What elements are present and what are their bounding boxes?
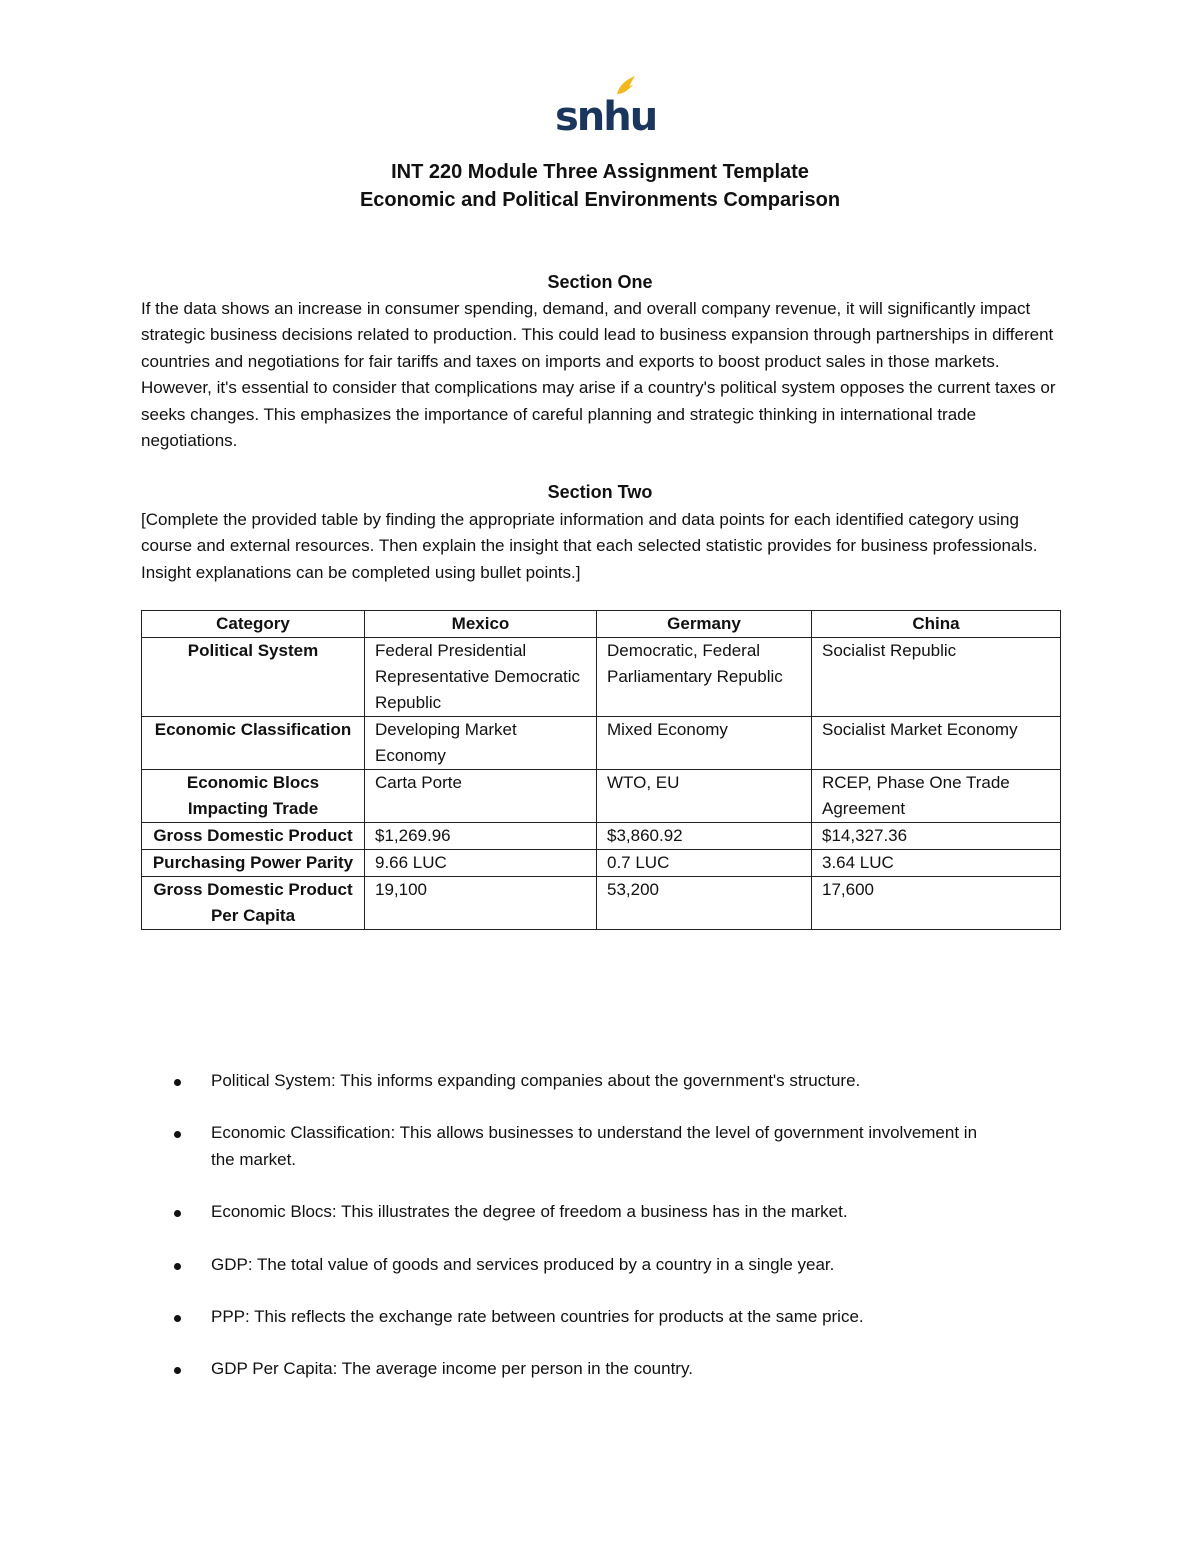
row-category: Political System	[142, 638, 365, 717]
list-item	[170, 1120, 1000, 1173]
row-category: Economic Blocs Impacting Trade	[142, 770, 365, 823]
snhu-logo	[555, 74, 657, 140]
table-row	[142, 770, 1061, 823]
row-category: Gross Domestic Product Per Capita	[142, 877, 365, 930]
cell-mexico: Carta Porte	[365, 770, 597, 823]
cell-mexico: Developing Market Economy	[365, 717, 597, 770]
cell-germany: $3,860.92	[597, 823, 812, 850]
bullet-icon	[174, 1315, 181, 1322]
cell-mexico: 19,100	[365, 877, 597, 930]
row-category: Economic Classification	[142, 717, 365, 770]
insights-list	[170, 1068, 1000, 1409]
header-germany: Germany	[597, 611, 812, 638]
cell-china: 17,600	[812, 877, 1061, 930]
cell-mexico: $1,269.96	[365, 823, 597, 850]
cell-germany: Democratic, Federal Parliamentary Republic	[597, 638, 812, 717]
header-china: China	[812, 611, 1061, 638]
section-one-heading: Section One	[547, 272, 653, 292]
table-row	[142, 850, 1061, 877]
section-two-paragraph: [Complete the provided table by finding the appropriate information and data points for each identified category using course and external resources. Then explain the insight that each selected statistic provides for business professionals. Insight explanations can be completed using bullet points.]	[141, 510, 1038, 582]
table-header-row	[142, 611, 1061, 638]
insight-text: GDP Per Capita: The average income per person in the country.	[211, 1359, 693, 1379]
cell-germany: 53,200	[597, 877, 812, 930]
insight-text: Economic Blocs: This illustrates the degree of freedom a business has in the market.	[211, 1202, 848, 1222]
cell-mexico: Federal Presidential Representative Democratic Republic	[365, 638, 597, 717]
table-row	[142, 717, 1061, 770]
logo-wordmark: snhu	[555, 94, 657, 140]
list-item	[170, 1356, 1000, 1382]
insight-text: Economic Classification: This allows businesses to understand the level of government involvement in the market.	[211, 1123, 978, 1169]
comparison-table	[141, 610, 1061, 930]
cell-china: RCEP, Phase One Trade Agreement	[812, 770, 1061, 823]
header-category: Category	[142, 611, 365, 638]
list-item	[170, 1304, 1000, 1330]
flame-icon	[617, 76, 635, 94]
bullet-icon	[174, 1131, 181, 1138]
bullet-icon	[174, 1263, 181, 1270]
list-item	[170, 1252, 1000, 1278]
table-row	[142, 638, 1061, 717]
title-line-2: Economic and Political Environments Comparison	[359, 189, 841, 211]
cell-germany: Mixed Economy	[597, 717, 812, 770]
row-category: Purchasing Power Parity	[142, 850, 365, 877]
row-category: Gross Domestic Product	[142, 823, 365, 850]
list-item	[170, 1199, 1000, 1225]
header-mexico: Mexico	[365, 611, 597, 638]
cell-germany: WTO, EU	[597, 770, 812, 823]
cell-mexico: 9.66 LUC	[365, 850, 597, 877]
document-title	[0, 158, 1200, 214]
section-two-heading: Section Two	[547, 482, 653, 502]
bullet-icon	[174, 1079, 181, 1086]
bullet-icon	[174, 1210, 181, 1217]
insight-text: GDP: The total value of goods and services produced by a country in a single year.	[211, 1254, 835, 1274]
cell-germany: 0.7 LUC	[597, 850, 812, 877]
bullet-icon	[174, 1367, 181, 1374]
table-row	[142, 877, 1061, 930]
cell-china: Socialist Republic	[812, 638, 1061, 717]
insight-text: PPP: This reflects the exchange rate between countries for products at the same price.	[211, 1307, 864, 1327]
insight-text: Political System: This informs expanding companies about the government's structure.	[211, 1071, 861, 1090]
cell-china: 3.64 LUC	[812, 850, 1061, 877]
title-line-1: INT 220 Module Three Assignment Template	[391, 161, 809, 183]
cell-china: Socialist Market Economy	[812, 717, 1061, 770]
table-row	[142, 823, 1061, 850]
cell-china: $14,327.36	[812, 823, 1061, 850]
section-one-paragraph: If the data shows an increase in consumer spending, demand, and overall company revenue, it will significantly impact strategic business decisions related to production. This could lead to business expansion through partnerships in different countries and negotiations for fair tariffs and taxes on imports and exports to boost product sales in those markets. However, it's essential to consider that complications may arise if a country's political system opposes the current taxes or seeks changes. This emphasizes the importance of careful planning and strategic thinking in international trade negotiations.	[141, 299, 1056, 451]
list-item	[170, 1068, 1000, 1094]
